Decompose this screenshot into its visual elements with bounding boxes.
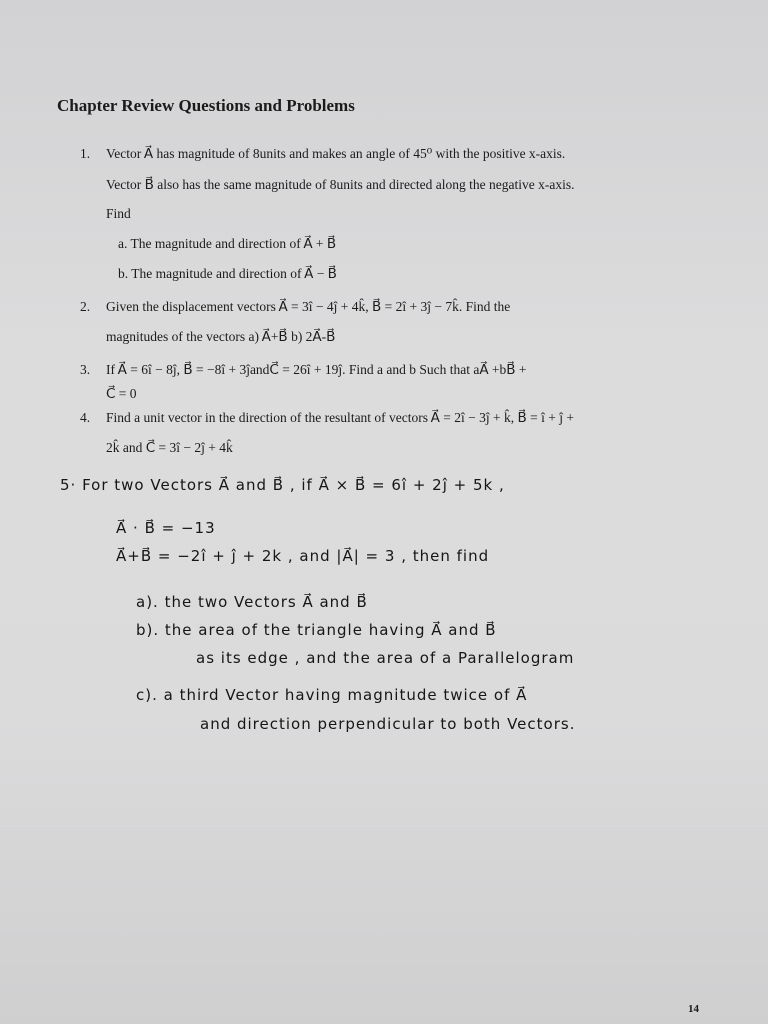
q5-handwritten-part-b1: b). the area of the triangle having A⃗ and B⃗ — [136, 621, 497, 639]
q5-handwritten-part-a: a). the two Vectors A⃗ and B⃗ — [136, 593, 368, 611]
q1-line2: Vector B⃗ also has the same magnitude of 8units and directed along the negative x-axis. — [106, 177, 575, 192]
q2-number: 2. — [80, 299, 91, 314]
q3-line2: C⃗ = 0 — [106, 386, 137, 401]
q5-handwritten-part-c1: c). a third Vector having magnitude twice of A⃗ — [136, 686, 528, 704]
q1-part-a: a. The magnitude and direction of A⃗ + B⃗ — [118, 236, 337, 251]
q4-number: 4. — [80, 410, 91, 425]
q5-handwritten-part-c2: and direction perpendicular to both Vectors. — [200, 715, 576, 733]
q1-line3: Find — [106, 206, 131, 221]
q1-number: 1. — [80, 146, 91, 161]
q5-handwritten-part-b2: as its edge , and the area of a Parallelogram — [196, 649, 575, 667]
page-title: Chapter Review Questions and Problems — [57, 96, 355, 115]
q4-line2: 2k̂ and C⃗ = 3î − 2ĵ + 4k̂ — [106, 440, 233, 455]
q3-line1: If A⃗ = 6î − 8ĵ, B⃗ = −8î + 3ĵandC⃗ = 26î + 19ĵ. Find a and b Such that aA⃗ +bB⃗ + — [106, 362, 527, 377]
q1-line1: Vector A⃗ has magnitude of 8units and makes an angle of 45⁰ with the positive x-axis. — [106, 146, 566, 161]
q2-line2: magnitudes of the vectors a) A⃗+B⃗ b) 2A⃗-B⃗ — [106, 329, 336, 344]
q1-part-b: b. The magnitude and direction of A⃗ − B⃗ — [118, 266, 337, 281]
q3-number: 3. — [80, 362, 91, 377]
q4-line1: Find a unit vector in the direction of the resultant of vectors A⃗ = 2î − 3ĵ + k̂, B⃗ = î + ĵ + — [106, 410, 574, 425]
q2-line1: Given the displacement vectors A⃗ = 3î − 4ĵ + 4k̂, B⃗ = 2î + 3ĵ − 7k̂. Find the — [106, 299, 511, 314]
page-number: 14 — [688, 1003, 699, 1015]
q5-handwritten-line3: A⃗+B⃗ = −2î + ĵ + 2k , and |A⃗| = 3 , then find — [116, 547, 490, 565]
q5-handwritten-line2: A⃗ · B⃗ = −13 — [116, 519, 216, 537]
q5-handwritten-line1: 5· For two Vectors A⃗ and B⃗ , if A⃗ × B⃗ = 6î + 2ĵ + 5k , — [60, 476, 505, 494]
